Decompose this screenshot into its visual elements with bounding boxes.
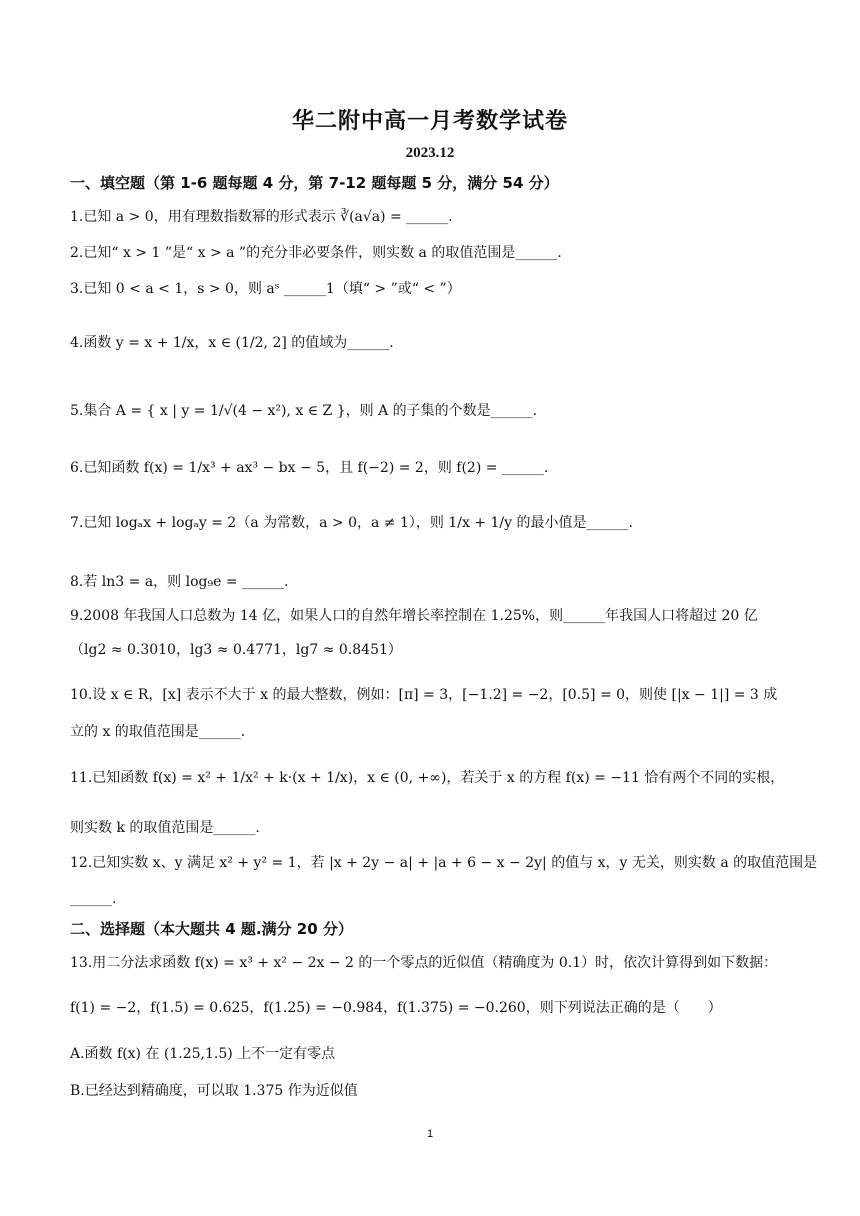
question-10: 10.设 x ∈ R，[x] 表示不大于 x 的最大整数，例如：[π] = 3，[−1.2] = −2，[0.5] = 0，则使 [|x − 1|] = 3 成: [70, 687, 778, 703]
question-3: 3.已知 0 < a < 1，s > 0，则 aˢ ______1（填“ > ”或“ < ”）: [70, 281, 461, 297]
question-9: 9.2008 年我国人口总数为 14 亿，如果人口的自然年增长率控制在 1.25%，则______年我国人口将超过 20 亿: [70, 608, 758, 624]
question-7: 7.已知 logₐx + logₐy = 2（a 为常数，a > 0，a ≠ 1），则 1/x + 1/y 的最小值是______.: [70, 515, 633, 531]
question-10-continuation: 立的 x 的取值范围是______.: [70, 724, 246, 740]
question-13: 13.用二分法求函数 f(x) = x³ + x² − 2x − 2 的一个零点的近似值（精确度为 0.1）时，依次计算得到如下数据：: [70, 955, 778, 971]
question-8: 8.若 ln3 = a，则 log₉e = ______.: [70, 574, 289, 590]
section-fill-in-heading: 一、填空题（第 1-6 题每题 4 分，第 7-12 题每题 5 分，满分 54 分）: [70, 174, 559, 192]
question-13-option-a: A.函数 f(x) 在 (1.25,1.5) 上不一定有零点: [70, 1046, 336, 1062]
question-4: 4.函数 y = x + 1/x，x ∈ (1/2, 2] 的值域为______.: [70, 335, 394, 351]
page-number: 1: [426, 1128, 434, 1140]
question-13-option-b: B.已经达到精确度，可以取 1.375 作为近似值: [70, 1083, 358, 1099]
question-12-continuation: ______.: [70, 891, 117, 907]
question-2: 2.已知“ x > 1 ”是“ x > a ”的充分非必要条件，则实数 a 的取值范围是______.: [70, 245, 562, 261]
question-1: 1.已知 a > 0，用有理数指数幂的形式表示 ∛(a√a) = ______.: [70, 209, 453, 225]
question-12: 12.已知实数 x、y 满足 x² + y² = 1，若 |x + 2y − a| + |a + 6 − x − 2y| 的值与 x，y 无关，则实数 a 的取值范围是: [70, 855, 818, 871]
question-11-continuation: 则实数 k 的取值范围是______.: [70, 820, 260, 836]
question-6: 6.已知函数 f(x) = 1/x³ + ax³ − bx − 5，且 f(−2) = 2，则 f(2) = ______.: [70, 460, 549, 476]
section-choice-heading: 二、选择题（本大题共 4 题.满分 20 分）: [70, 920, 353, 938]
exam-date: 2023.12: [405, 145, 455, 161]
question-5: 5.集合 A = { x | y = 1/√(4 − x²), x ∈ Z }，则 A 的子集的个数是______.: [70, 403, 538, 419]
question-13-continuation: f(1) = −2，f(1.5) = 0.625，f(1.25) = −0.984，f(1.375) = −0.260，则下列说法正确的是（ ）: [70, 1000, 722, 1016]
question-9-continuation: （lg2 ≈ 0.3010，lg3 ≈ 0.4771，lg7 ≈ 0.8451）: [70, 642, 402, 658]
question-11: 11.已知函数 f(x) = x² + 1/x² + k·(x + 1/x)，x ∈ (0, +∞)，若关于 x 的方程 f(x) = −11 恰有两个不同的实根，: [70, 770, 785, 786]
exam-title: 华二附中高一月考数学试卷: [291, 109, 568, 134]
